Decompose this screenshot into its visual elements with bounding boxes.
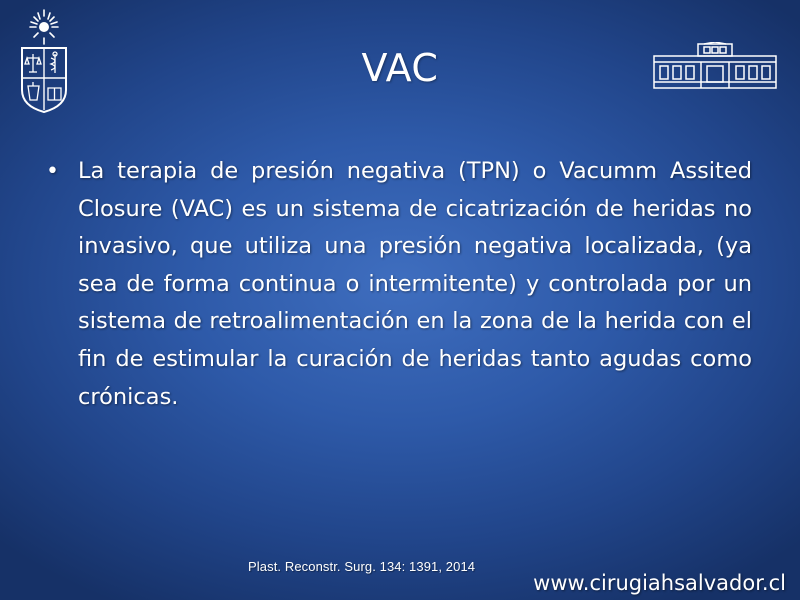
citation: Plast. Reconstr. Surg. 134: 1391, 2014 (248, 559, 476, 574)
bullet-marker: • (46, 159, 59, 184)
website-link[interactable]: www.cirugiahsalvador.cl (533, 571, 786, 595)
hospital-building-logo (652, 42, 778, 90)
slide-title: VAC (361, 46, 439, 90)
bullet-paragraph: La terapia de presión negativa (TPN) o Vacumm Assited Closure (VAC) es un sistema de cicatrización de heridas no invasivo, que utiliza una presión negativa localizada, (ya sea de forma continua o intermitente) y controlada por un sistema de retroalimentación en la zona de la herida con el fin de estimular la curación de heridas tanto agudas como crónicas. (78, 158, 752, 410)
